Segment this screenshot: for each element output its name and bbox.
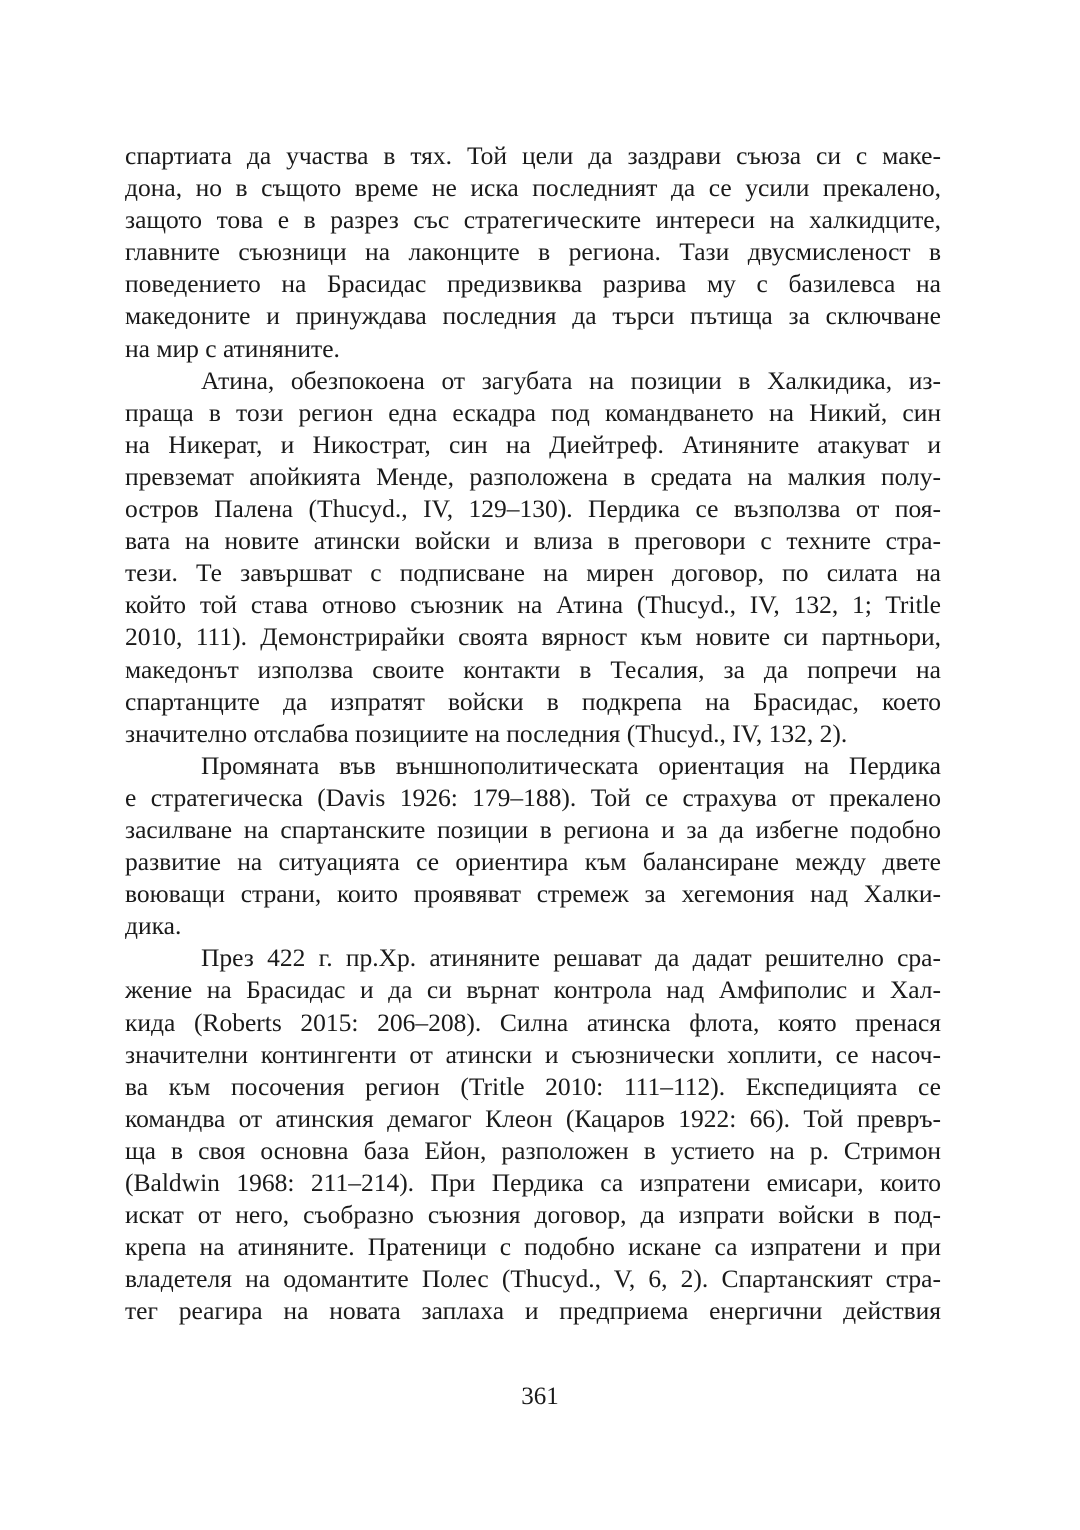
text-line: дика. (125, 911, 182, 941)
page-number: 361 (521, 1383, 559, 1410)
text-line: вата на новите атински войски и влиза в преговори с техните стра- (125, 526, 941, 556)
text-line: ща в своя основна база Ейон, разположен в устието на р. Стримон (125, 1135, 941, 1165)
text-line: дона, но в същото време не иска последният да се усили прекалено, (125, 173, 941, 203)
text-line: поведението на Брасидас предизвиква разрива му с базилевса на (125, 269, 941, 299)
paragraph-3 (125, 750, 941, 943)
text-line: Промяната във външнополитическата ориентация на Пердика (201, 750, 941, 780)
text-line: който той става отново съюзник на Атина (Thucyd., IV, 132, 1; Tritle (125, 590, 941, 620)
text-line: ва към посочения регион (Tritle 2010: 111–112). Експедицията се (125, 1071, 941, 1101)
text-line: През 422 г. пр.Хр. атиняните решават да дадат решително сра- (201, 943, 941, 973)
text-line: воюващи страни, които проявяват стремеж за хегемония над Халки- (125, 879, 941, 909)
text-line: главните съюзници на лаконците в региона. Тази двусмисленост в (125, 237, 941, 267)
text-line: на мир с атиняните. (125, 333, 340, 363)
text-line: спартанците да изпратят войски в подкрепа на Брасидас, което (125, 686, 941, 716)
text-line: засилване на спартанските позиции в региона и за да избегне подобно (125, 814, 941, 844)
text-line: значителни контингенти от атински и съюзнически хоплити, се насоч- (125, 1039, 941, 1069)
text-line: македоните и принуждава последния да търси пътища за сключване (125, 301, 941, 331)
text-line: превземат апойкията Менде, разположена в средата на малкия полу- (125, 461, 941, 491)
body-text (125, 140, 941, 1327)
text-line: владетеля на одомантите Полес (Thucyd., V, 6, 2). Спартанският стра- (125, 1264, 941, 1294)
paragraph-2 (125, 365, 941, 750)
text-line: Атина, обезпокоена от загубата на позиции в Халкидика, из- (201, 365, 941, 395)
text-line: е стратегическа (Davis 1926: 179–188). Той се страхува от прекалено (125, 782, 941, 812)
text-line: тег реагира на новата заплаха и предприема енергични действия (125, 1296, 941, 1326)
text-line: развитие на ситуацията се ориентира към балансиране между двете (125, 847, 941, 877)
text-line: спартиата да участва в тях. Той цели да заздрави съюза си с маке- (125, 141, 941, 170)
text-line: тези. Те завършват с подписване на мирен договор, по силата на (125, 558, 941, 588)
text-line: защото това е в разрез със стратегическите интереси на халкидците, (125, 205, 941, 235)
text-line: на Никерат, и Никострат, син на Диейтреф. Атиняните атакуват и (125, 429, 941, 459)
text-line: командва от атинския демагог Клеон (Кацаров 1922: 66). Той превръ- (125, 1103, 941, 1133)
text-line: (Baldwin 1968: 211–214). При Пердика са изпратени емисари, които (125, 1168, 941, 1197)
text-line: праща в този регион една ескадра под командването на Никий, син (125, 397, 941, 427)
text-line: остров Палена (Thucyd., IV, 129–130). Пердика се възползва от поя- (125, 494, 941, 524)
paragraph-1 (125, 140, 941, 365)
text-line: крепа на атиняните. Пратеници с подобно искане са изпратени и при (125, 1232, 941, 1262)
text-line: значително отслабва позициите на последния (Thucyd., IV, 132, 2). (125, 718, 848, 748)
text-line: кида (Roberts 2015: 206–208). Силна атинска флота, която пренася (125, 1007, 941, 1037)
text-line: искат от него, съобразно съюзния договор, да изпрати войски в под- (125, 1200, 941, 1230)
text-line: македонът използва своите контакти в Тесалия, за да попречи на (125, 654, 941, 684)
text-line: жение на Брасидас и да си върнат контрола над Амфиполис и Хал- (125, 975, 941, 1005)
text-line: 2010, 111). Демонстрирайки своята вярност към новите си партньори, (125, 622, 941, 652)
paragraph-4 (125, 942, 941, 1327)
